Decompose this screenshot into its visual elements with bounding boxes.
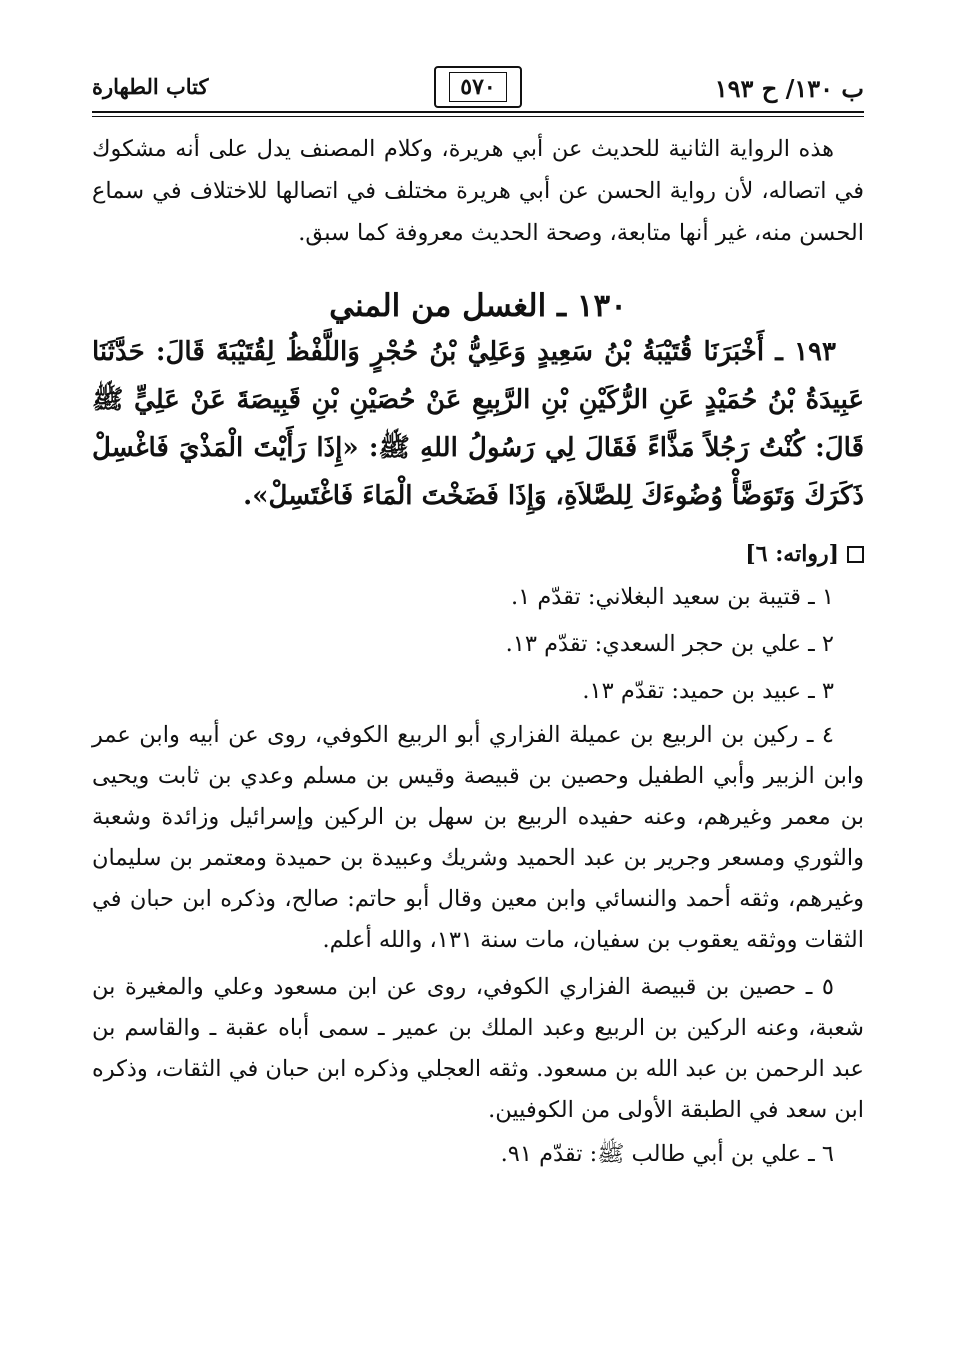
chapter-title: ١٣٠ ـ الغسل من المني [329,288,627,324]
header-reference: ب ١٣٠/ ح ١٩٣ [714,74,864,103]
square-bullet-icon [847,546,864,563]
intro-paragraph: هذه الرواية الثانية للحديث عن أبي هريرة، وكلام المصنف يدل على أنه مشكوك في اتصاله، لأن رواية الحسن عن أبي هريرة مختلف في اتصالها للاختلاف في سماع الحسن منه، غير أنها متابعة، وصحة الحديث معروفة كما سبق. [92,136,864,246]
narrator-item: ٦ ـ علي بن أبي طالب ﷺ: تقدّم ٩١. [500,1141,834,1167]
narrators-heading-label: [رواته: ٦] [745,541,839,567]
narrator-item: ٥ ـ حصين بن قبيصة الفزاري الكوفي، روى عن ابن مسعود وعلي والمغيرة بن شعبة، وعنه الركين بن الربيع وعبد الملك بن عمير ـ سمى أباه عقبة ـ والقاسم بن عبد الرحمن بن عبد الله بن مسعود. وثقه العجلي وذكره ابن حبان في الثقات، وذكره ابن سعد في الطبقة الأولى من الكوفيين. [92,974,864,1123]
narrator-item: ٣ ـ عبيد بن حميد: تقدّم ١٣. [582,678,834,704]
header-book-title: كتاب الطهارة [92,74,209,99]
page-number: ٥٧٠ [449,72,506,102]
narrator-item: ٢ ـ علي بن حجر السعدي: تقدّم ١٣. [505,631,834,657]
hadith-text: ١٩٣ ـ أَخْبَرَنَا قُتَيْبَةُ بْنُ سَعِيدٍ وَعَلِيُّ بْنُ حُجْرٍ وَاللَّفْظُ لِقُتَيْبَةَ قَالَ: حَدَّثَنَا عَبِيدَةُ بْنُ حُمَيْدٍ عَنِ الرُّكَيْنِ بْنِ الرَّبِيعِ عَنْ حُصَيْنِ بْنِ قَبِيصَةَ عَنْ عَلِيٍّ ﷺ قَالَ: كُنْتُ رَجُلاً مَذَّاءً فَقَالَ لِي رَسُولُ اللهِ ﷺ: «إِذَا رَأَيْتَ الْمَذْيَ فَاغْسِلْ ذَكَرَكَ وَتَوَضَّأْ وُضُوءَكَ لِلصَّلاَةِ، وَإِذَا فَضَخْتَ الْمَاءَ فَاغْتَسِلْ». [92,337,864,511]
page-number-frame [434,66,522,108]
narrators-heading [92,534,864,574]
page-header [92,66,864,120]
header-rule-thin [92,116,864,117]
narrator-item: ١ ـ قتيبة بن سعيد البغلاني: تقدّم ١. [510,584,834,610]
header-rule-thick [92,111,864,113]
narrator-item: ٤ ـ ركين بن الربيع بن عميلة الفزاري أبو الربيع الكوفي، روى عن أبيه وابن عمر وابن الزبير وأبي الطفيل وحصين بن قبيصة وقيس بن مسلم وعدي بن ثابت ويحيى بن معمر وغيرهم، وعنه حفيده الربيع بن سهل بن الركين وإسرائيل وزائدة وشعبة والثوري ومسعر وجرير بن عبد الحميد وشريك وعبيدة بن حميدة ومعتمر بن سليمان وغيرهم، وثقه أحمد والنسائي وابن معين وقال أبو حاتم: صالح، وذكره ابن حبان في الثقات ووثقه يعقوب بن سفيان، مات سنة ١٣١، والله أعلم. [92,722,864,953]
page-content [92,128,864,1178]
